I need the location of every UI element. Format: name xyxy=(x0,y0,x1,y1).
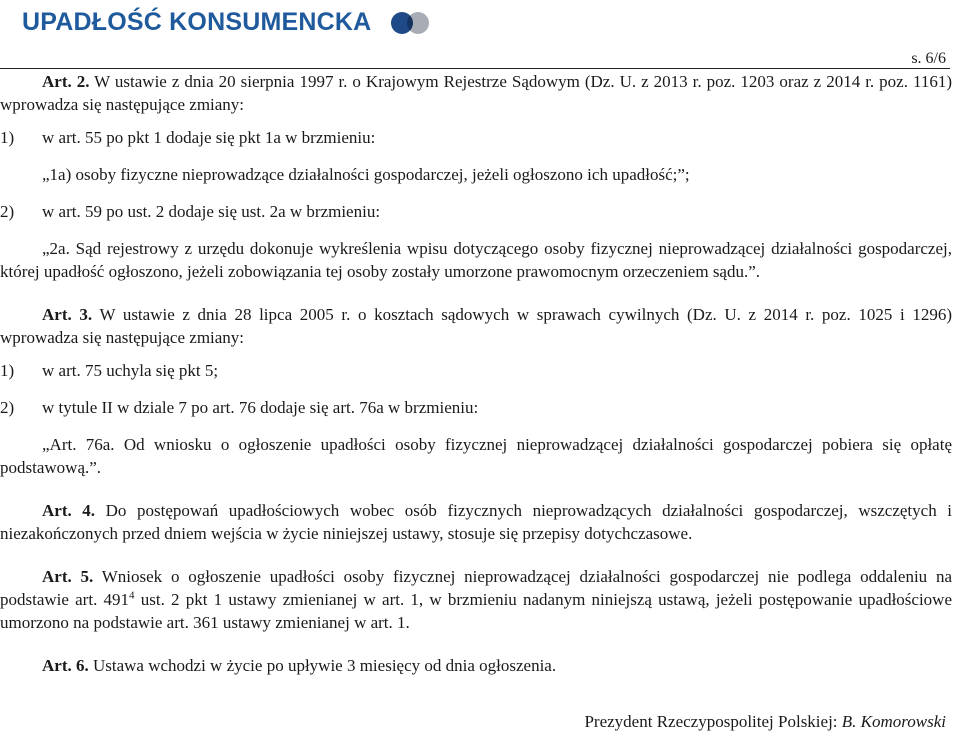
page-number: s. 6/6 xyxy=(911,50,946,67)
art2-item-1-quote: „1a) osoby fizyczne nieprowadzące działalności gospodarczej, jeżeli ogłoszono ich upadłość;”; xyxy=(42,165,690,184)
art2-item-2-number: 2) xyxy=(0,202,15,221)
art3-item-2-text: w tytule II w dziale 7 po art. 76 dodaje się art. 76a w brzmieniu: xyxy=(42,398,479,417)
art5-text-before: Wniosek o ogłoszenie upadłości osoby fizycznej nieprowadzącej działalności gospodarczej nie podlega oddaleniu na podstawie art. 491 xyxy=(0,567,952,609)
art5-superscript: 4 xyxy=(129,589,135,602)
signature-name: B. Komorowski xyxy=(841,712,946,731)
art2-item-2-text: w art. 59 po ust. 2 dodaje się ust. 2a w brzmieniu: xyxy=(42,202,381,221)
art2-item-2 xyxy=(0,200,952,223)
art2-text: W ustawie z dnia 20 sierpnia 1997 r. o Krajowym Rejestrze Sądowym (Dz. U. z 2013 r. poz. 1203 oraz z 2014 r. poz. 1161) wprowadza się następujące zmiany: xyxy=(0,72,952,114)
art3-item-1-text: w art. 75 uchyla się pkt 5; xyxy=(42,361,219,380)
header-divider xyxy=(0,68,950,69)
art2-item-1 xyxy=(0,126,952,149)
art3-text: W ustawie z dnia 28 lipca 2005 r. o kosztach sądowych w sprawach cywilnych (Dz. U. z 2014 r. poz. 1025 i 1296) wprowadza się następujące zmiany: xyxy=(0,305,953,347)
art3-item-1-number: 1) xyxy=(0,361,15,380)
art3-label: Art. 3. xyxy=(42,305,93,324)
signature-line xyxy=(584,712,946,732)
art4-text: Do postępowań upadłościowych wobec osób fizycznych nieprowadzących działalności gospodarczej, wszczętych i niezakończonych przed dniem wejścia w życie niniejszej ustawy, stosuje się przepisy dotychczasowe. xyxy=(0,501,952,543)
document-header xyxy=(22,8,433,37)
art6-text: Ustawa wchodzi w życie po upływie 3 miesięcy od dnia ogłoszenia. xyxy=(88,656,557,675)
logo-grey-circle xyxy=(407,12,429,34)
art2-label: Art. 2. xyxy=(42,72,90,91)
art3-item-1 xyxy=(0,359,952,382)
art6-paragraph xyxy=(0,654,952,677)
art3-paragraph xyxy=(0,303,952,349)
document-body xyxy=(0,70,952,677)
art5-paragraph xyxy=(0,565,952,634)
art3-item-2 xyxy=(0,396,952,419)
art5-text-after: ust. 2 pkt 1 ustawy zmienianej w art. 1, w brzmieniu nadanym niniejszą ustawą, jeżeli postępowanie upadłościowe umorzono na podstawie art. 361 ustawy zmienianej w art. 1. xyxy=(0,590,952,632)
art6-label: Art. 6. xyxy=(42,656,89,675)
two-circles-logo-icon xyxy=(391,10,433,36)
art3-item-2-quote: „Art. 76a. Od wniosku o ogłoszenie upadłości osoby fizycznej nieprowadzącej działalności gospodarczej pobiera się opłatę podstawową.”. xyxy=(0,435,952,477)
brand-title: UPADŁOŚĆ KONSUMENCKA xyxy=(22,8,372,36)
signature-prefix: Prezydent Rzeczypospolitej Polskiej: xyxy=(584,712,842,731)
art2-paragraph xyxy=(0,70,952,116)
art4-label: Art. 4. xyxy=(42,501,96,520)
art2-item-2-quote: „2a. Sąd rejestrowy z urzędu dokonuje wykreślenia wpisu dotyczącego osoby fizycznej nieprowadzącej działalności gospodarczej, której upadłość ogłoszono, jeżeli zobowiązania tej osoby zostały umorzone prawomocnym orzeczeniem sądu.”. xyxy=(0,239,952,281)
art2-item-1-text: w art. 55 po pkt 1 dodaje się pkt 1a w brzmieniu: xyxy=(42,128,376,147)
art2-item-1-number: 1) xyxy=(0,128,15,147)
art5-label: Art. 5. xyxy=(42,567,94,586)
art4-paragraph xyxy=(0,499,952,545)
art3-item-2-number: 2) xyxy=(0,398,15,417)
